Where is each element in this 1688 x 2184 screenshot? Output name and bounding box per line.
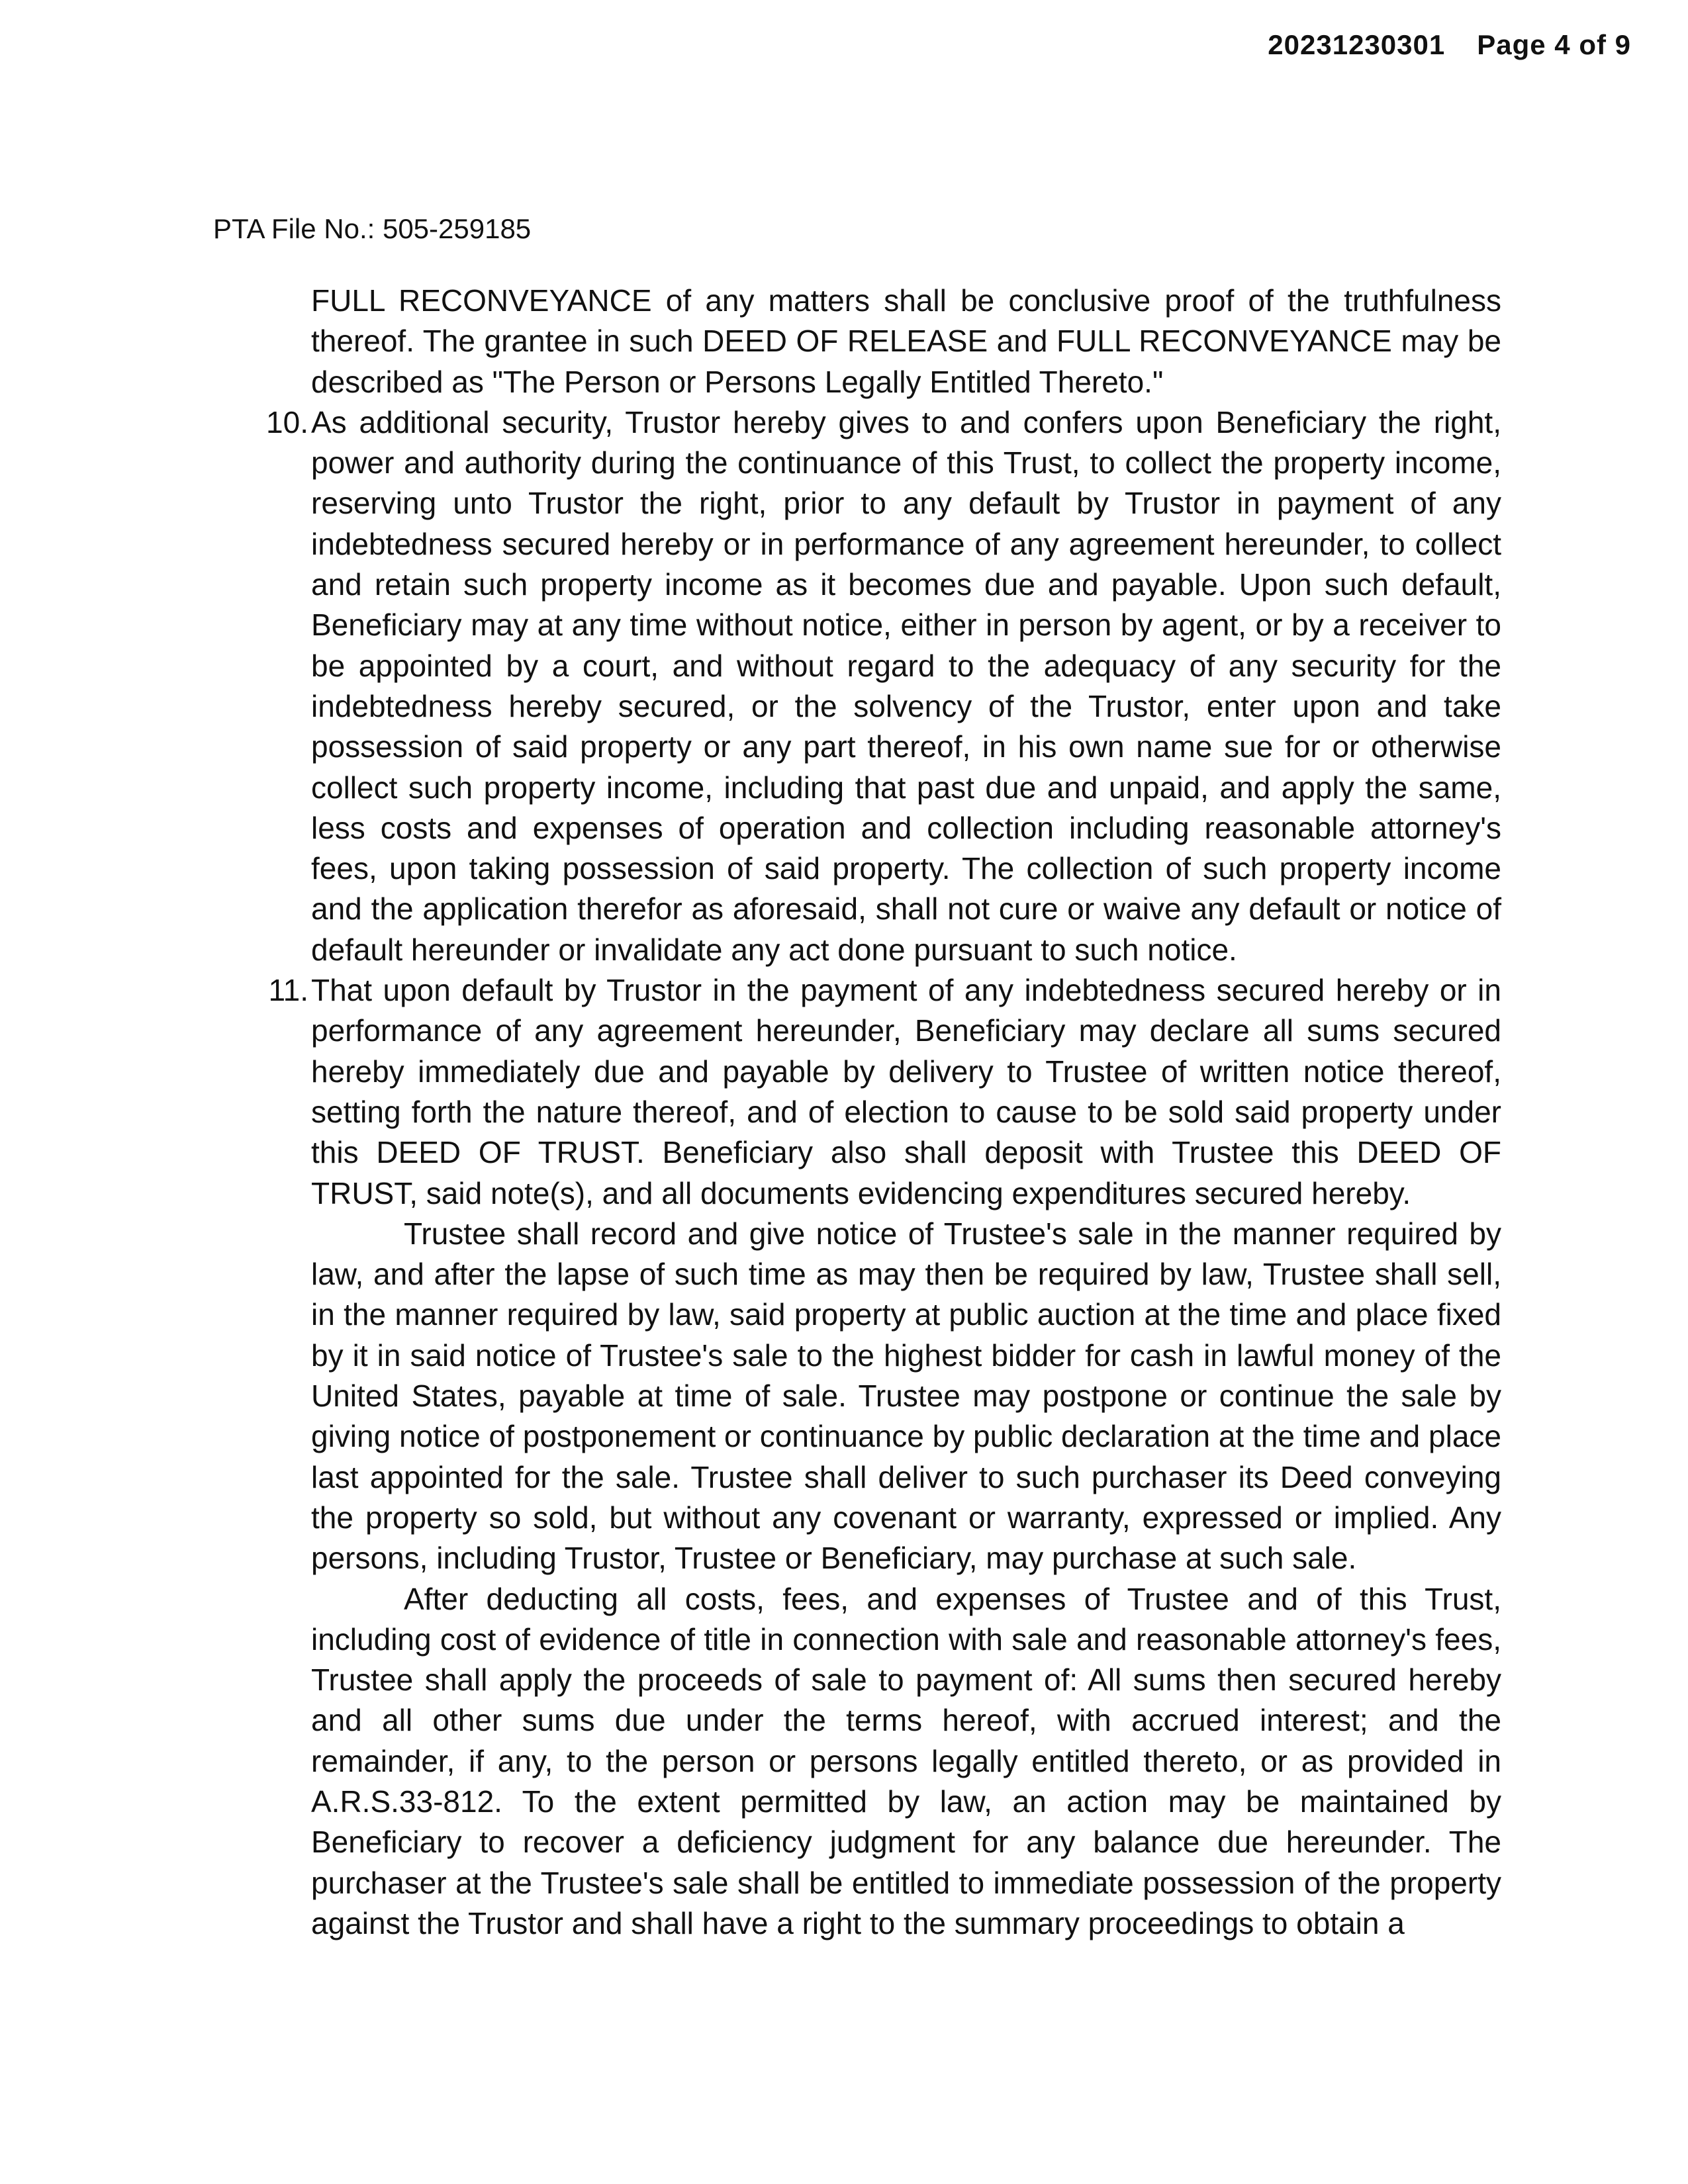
numbered-item-11 (268, 970, 1501, 1214)
proceeds-paragraph: After deducting all costs, fees, and expenses of Trustee and of this Trust, including cost of evidence of title in connection with sale and reasonable attorney's fees, Trustee shall apply the proceeds of sale to payment of: All sums then secured hereby and all other sums due under the terms hereof, with accrued interest; and the remainder, if any, to the person or persons legally entitled thereto, or as provided in A.R.S.33-812. To the extent permitted by law, an action may be maintained by Beneficiary to recover a deficiency judgment for any balance due hereunder. The purchaser at the Trustee's sale shall be entitled to immediate possession of the property against the Trustor and shall have a right to the summary proceedings to obtain a (311, 1581, 1501, 1940)
trustee-sale-paragraph: Trustee shall record and give notice of Trustee's sale in the manner required by law, and after the lapse of such time as may then be required by law, Trustee shall sell, in the manner required by law, said property at public auction at the time and place fixed by it in said notice of Trustee's sale to the highest bidder for cash in lawful money of the United States, payable at time of sale. Trustee may postpone or continue the sale by giving notice of postponement or continuance by public declaration at the time and place last appointed for the sale. Trustee shall deliver to such purchaser its Deed conveying the property so sold, but without any covenant or warranty, expressed or implied. Any persons, including Trustor, Trustee or Beneficiary, may purchase at such sale. (311, 1216, 1501, 1576)
numbered-item-10 (266, 402, 1501, 970)
file-number: PTA File No.: 505-259185 (213, 213, 532, 244)
continuation-paragraph: FULL RECONVEYANCE of any matters shall be conclusive proof of the truthfulness thereof. The grantee in such DEED OF RELEASE and FULL RECONVEYANCE may be described as "The Person or Persons Legally Entitled Thereto." (311, 283, 1501, 399)
item-text: That upon default by Trustor in the payment of any indebtedness secured hereby or in performance of any agreement hereunder, Beneficiary may declare all sums secured hereby immediately due and payable by delivery to Trustee of written notice thereof, setting forth the nature thereof, and of election to cause to be sold said property under this DEED OF TRUST. Beneficiary also shall deposit with Trustee this DEED OF TRUST, said note(s), and all documents evidencing expenditures secured hereby. (311, 973, 1501, 1210)
item-number: 10. (266, 404, 308, 439)
page-label: Page 4 of 9 (1477, 29, 1631, 60)
item-text: As additional security, Trustor hereby gives to and confers upon Beneficiary the right, power and authority during the continuance of this Trust, to collect the property income, reserving unto Trustor the right, prior to any default by Trustor in payment of any indebtedness secured hereby or in performance of any agreement hereunder, to collect and retain such property income as it becomes due and payable. Upon such default, Beneficiary may at any time without notice, either in person by agent, or by a receiver to be appointed by a court, and without regard to the adequacy of any security for the indebtedness hereby secured, or the solvency of the Trustor, enter upon and take possession of said property or any part thereof, in his own name sue for or otherwise collect such property income, including that past due and unpaid, and apply the same, less costs and expenses of operation and collection including reasonable attorney's fees, upon taking possession of said property. The collection of such property income and the application therefor as aforesaid, shall not cure or waive any default or notice of default hereunder or invalidate any act done pursuant to such notice. (311, 404, 1501, 967)
recording-number: 20231230301 (1268, 29, 1446, 60)
document-body (266, 281, 1501, 1944)
item-number: 11. (268, 973, 308, 1008)
page-header (1268, 29, 1631, 61)
